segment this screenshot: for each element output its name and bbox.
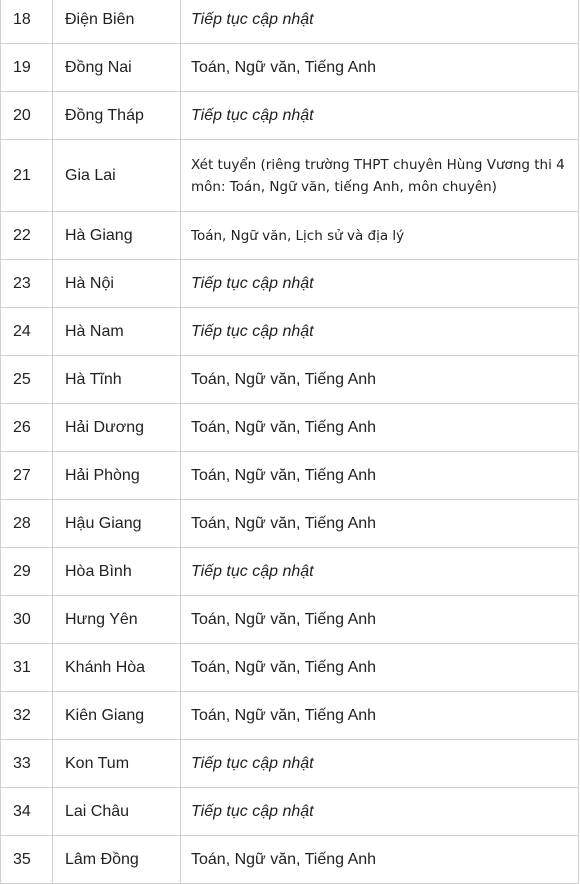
row-number-cell: 34 [1, 788, 53, 836]
row-number-cell: 23 [1, 260, 53, 308]
exam-subjects-cell: Toán, Ngữ văn, Tiếng Anh [181, 692, 579, 740]
table-row [1, 92, 579, 140]
table-body [1, 0, 579, 884]
exam-subjects-cell: Toán, Ngữ văn, Tiếng Anh [181, 500, 579, 548]
table-row [1, 44, 579, 92]
table-row [1, 260, 579, 308]
row-number-cell: 35 [1, 836, 53, 884]
province-cell: Hòa Bình [53, 548, 181, 596]
exam-subjects-cell: Tiếp tục cập nhật [181, 308, 579, 356]
row-number-cell: 29 [1, 548, 53, 596]
row-number-cell: 18 [1, 0, 53, 44]
province-cell: Hải Dương [53, 404, 181, 452]
row-number-cell: 31 [1, 644, 53, 692]
row-number-cell: 25 [1, 356, 53, 404]
row-number-cell: 19 [1, 44, 53, 92]
row-number-cell: 21 [1, 140, 53, 212]
row-number-cell: 26 [1, 404, 53, 452]
province-cell: Kon Tum [53, 740, 181, 788]
province-cell: Lai Châu [53, 788, 181, 836]
province-cell: Hà Nam [53, 308, 181, 356]
province-cell: Hậu Giang [53, 500, 181, 548]
exam-subjects-cell: Xét tuyển (riêng trường THPT chuyên Hùng Vương thi 4 môn: Toán, Ngữ văn, tiếng Anh, môn chuyên) [181, 140, 579, 212]
province-cell: Hà Nội [53, 260, 181, 308]
province-cell: Gia Lai [53, 140, 181, 212]
row-number-cell: 20 [1, 92, 53, 140]
province-cell: Hà Giang [53, 212, 181, 260]
province-cell: Hà Tĩnh [53, 356, 181, 404]
table-row [1, 596, 579, 644]
table-row [1, 500, 579, 548]
row-number-cell: 33 [1, 740, 53, 788]
table-row [1, 692, 579, 740]
exam-subjects-cell: Tiếp tục cập nhật [181, 740, 579, 788]
table-row [1, 452, 579, 500]
row-number-cell: 30 [1, 596, 53, 644]
exam-subjects-cell: Tiếp tục cập nhật [181, 0, 579, 44]
province-cell: Hải Phòng [53, 452, 181, 500]
table-row [1, 404, 579, 452]
row-number-cell: 24 [1, 308, 53, 356]
table-row [1, 140, 579, 212]
row-number-cell: 32 [1, 692, 53, 740]
row-number-cell: 22 [1, 212, 53, 260]
province-cell: Lâm Đồng [53, 836, 181, 884]
table-row [1, 644, 579, 692]
exam-subjects-cell: Toán, Ngữ văn, Tiếng Anh [181, 836, 579, 884]
exam-subjects-cell: Tiếp tục cập nhật [181, 548, 579, 596]
province-cell: Hưng Yên [53, 596, 181, 644]
exam-subjects-cell: Toán, Ngữ văn, Tiếng Anh [181, 404, 579, 452]
province-cell: Đồng Nai [53, 44, 181, 92]
province-cell: Khánh Hòa [53, 644, 181, 692]
province-cell: Kiên Giang [53, 692, 181, 740]
exam-subjects-cell: Toán, Ngữ văn, Lịch sử và địa lý [181, 212, 579, 260]
exam-subjects-cell: Toán, Ngữ văn, Tiếng Anh [181, 644, 579, 692]
province-cell: Điện Biên [53, 0, 181, 44]
exam-subjects-cell: Toán, Ngữ văn, Tiếng Anh [181, 452, 579, 500]
exam-subjects-cell: Tiếp tục cập nhật [181, 260, 579, 308]
exam-subjects-cell: Tiếp tục cập nhật [181, 788, 579, 836]
exam-subjects-cell: Tiếp tục cập nhật [181, 92, 579, 140]
row-number-cell: 27 [1, 452, 53, 500]
province-cell: Đồng Tháp [53, 92, 181, 140]
table-row [1, 356, 579, 404]
table-row [1, 212, 579, 260]
table-row [1, 308, 579, 356]
exam-subjects-cell: Toán, Ngữ văn, Tiếng Anh [181, 356, 579, 404]
exam-subjects-cell: Toán, Ngữ văn, Tiếng Anh [181, 44, 579, 92]
exam-subjects-cell: Toán, Ngữ văn, Tiếng Anh [181, 596, 579, 644]
table-row [1, 740, 579, 788]
table-row [1, 548, 579, 596]
table-row [1, 0, 579, 44]
table-row [1, 788, 579, 836]
row-number-cell: 28 [1, 500, 53, 548]
table-row [1, 836, 579, 884]
